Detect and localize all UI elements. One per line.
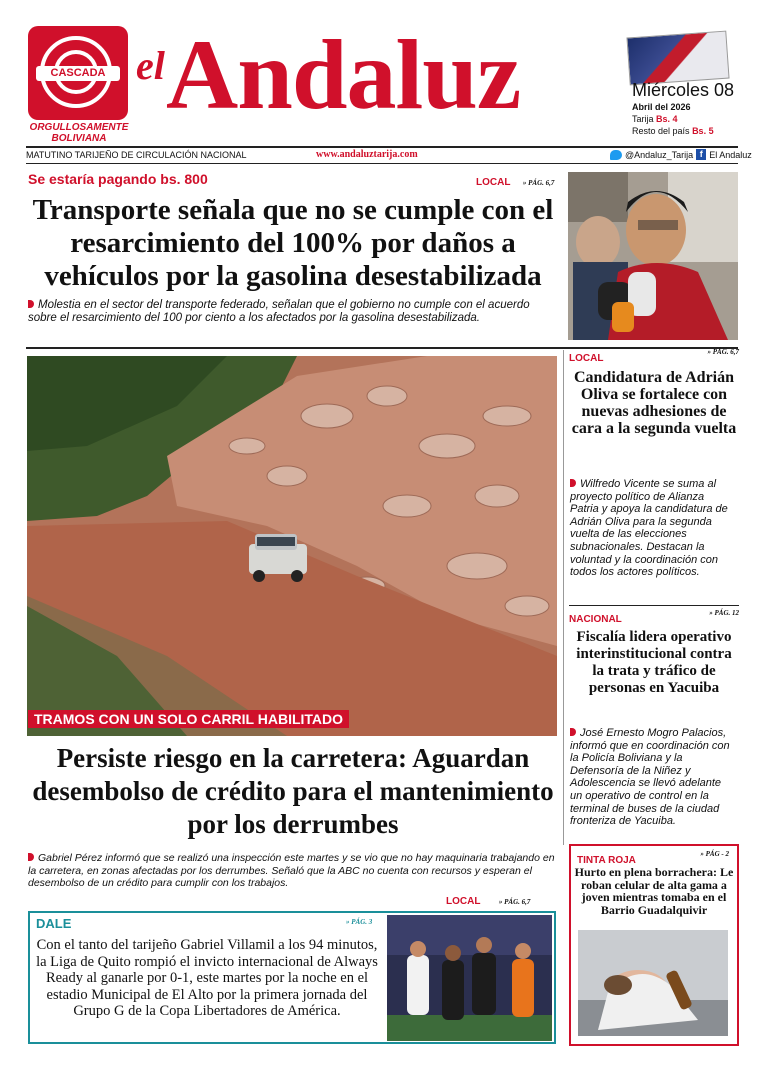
sidebar-story1-lead: Wilfredo Vicente se suma al proyecto político de Alianza Patria y apoya la candidatura de Adrián Oliva para la segunda vuelta de las elecciones subnacionales. Destacan la voluntad y la coordinación con todos los actores políticos.: [570, 478, 728, 579]
sidebar-story2-lead: José Ernesto Mogro Palacios, informó que en coordinación con la Policía Boliviana y la Defensoría de la Niñez y Adolescencia se llevó adelante un operativo de control en la terminal de buses de la ciudad fronteriza de Yacuiba.: [570, 727, 730, 828]
masthead-el: el: [136, 43, 165, 88]
landslide-photo: [27, 356, 557, 736]
bullet-icon: [570, 728, 576, 736]
sidebar-story1-headline[interactable]: Candidatura de Adrián Oliva se fortalece con nuevas adhesiones de cara a la segunda vuelta: [571, 369, 737, 437]
masthead-rule-top: [26, 146, 738, 148]
bullet-icon: [28, 300, 34, 308]
slogan-line-1: ORGULLOSAMENTE: [29, 122, 129, 133]
edition-weekday: Miércoles 08: [632, 80, 735, 100]
dale-section: DALE: [36, 916, 72, 931]
bullet-icon: [28, 853, 34, 861]
top-story-kicker: Se estaría pagando bs. 800: [28, 171, 208, 187]
masthead-title: Andaluz: [166, 19, 521, 130]
sidebar-story1-section: LOCAL » PÁG. 6,7: [569, 348, 739, 364]
dale-page: » PÁG. 3: [346, 918, 373, 926]
logo-text: CASCADA: [36, 66, 120, 81]
price-resto-pais: Resto del país Bs. 5: [632, 126, 714, 136]
sidebar-story2-headline[interactable]: Fiscalía lidera operativo interinstitucional contra la trata y tráfico de personas en Yacuiba: [576, 629, 732, 696]
edition-month-year: Abril del 2026: [632, 102, 691, 112]
top-story-headline[interactable]: Transporte señala que no se cumple con el resarcimiento del 100% por daños a vehículos por la gasolina desestabilizada: [32, 194, 554, 292]
slogan-line-2: BOLIVIANA: [51, 133, 107, 144]
edition-thumbnail: [626, 31, 729, 86]
dale-text[interactable]: Con el tanto del tarijeño Gabriel Villamil a los 94 minutos, la Liga de Quito rompió el invicto internacional de Always Ready al ganarle por 0-1, este martes por la noche en el estadio Municipal de El Alto por la primera jornada del Grupo G de la Copa Libertadores de América.: [36, 937, 378, 1019]
main-story-section: LOCAL » PÁG. 6,7: [446, 896, 531, 907]
top-story-lead: Molestia en el sector del transporte federado, señalan que el gobierno no cumple con el acuerdo sobre el resarcimiento del 100 por ciento a los afectados por la gasolina desestabilizada.: [28, 299, 530, 324]
twitter-icon: [610, 150, 622, 160]
masthead-subtitle: MATUTINO TARIJEÑO DE CIRCULACIÓN NACIONAL: [26, 150, 247, 160]
tinta-roja-photo: [578, 930, 728, 1036]
top-story-photo: [568, 172, 738, 340]
slogan: [18, 122, 140, 144]
main-story-headline[interactable]: Persiste riesgo en la carretera: Aguardan desembolso de crédito para el mantenimiento por los derrumbes: [32, 743, 554, 839]
tinta-roja-headline[interactable]: Hurto en plena borrachera: Le roban celular de alta gama a joven mientras tomaba en el Barrio Guadalquivir: [574, 865, 734, 917]
sidebar-story2-section: NACIONAL » PÁG. 12: [569, 609, 739, 625]
photo-caption: TRAMOS CON UN SOLO CARRIL HABILITADO: [28, 710, 349, 728]
bullet-icon: [570, 479, 576, 487]
main-story-lead: Gabriel Pérez informó que se realizó una inspección este martes y se vio que no hay maquinaria trabajando en la carretera, en zonas afectadas por los derrumbes. Señaló que la ABC no cuenta con recursos y esperan el desembolso de un crédito para cumplir con los trabajos.: [28, 852, 555, 890]
price-tarija: Tarija Bs. 4: [632, 114, 678, 124]
facebook-icon: f: [696, 149, 706, 160]
masthead-rule-bottom: [26, 163, 738, 164]
brand-logo: [28, 26, 128, 120]
twitter-handle[interactable]: @Andaluz_Tarija: [625, 149, 694, 160]
facebook-page[interactable]: El Andaluz: [709, 149, 752, 160]
soccer-photo: [387, 915, 552, 1041]
sidebar-rule-1: [569, 605, 739, 606]
social-links: [610, 149, 752, 160]
tinta-roja-section: TINTA ROJA » PÁG - 2: [577, 850, 729, 866]
top-story-section: LOCAL » PÁG. 6,7: [476, 177, 555, 188]
website-link[interactable]: www.andaluztarija.com: [316, 149, 418, 160]
column-divider: [563, 350, 564, 845]
